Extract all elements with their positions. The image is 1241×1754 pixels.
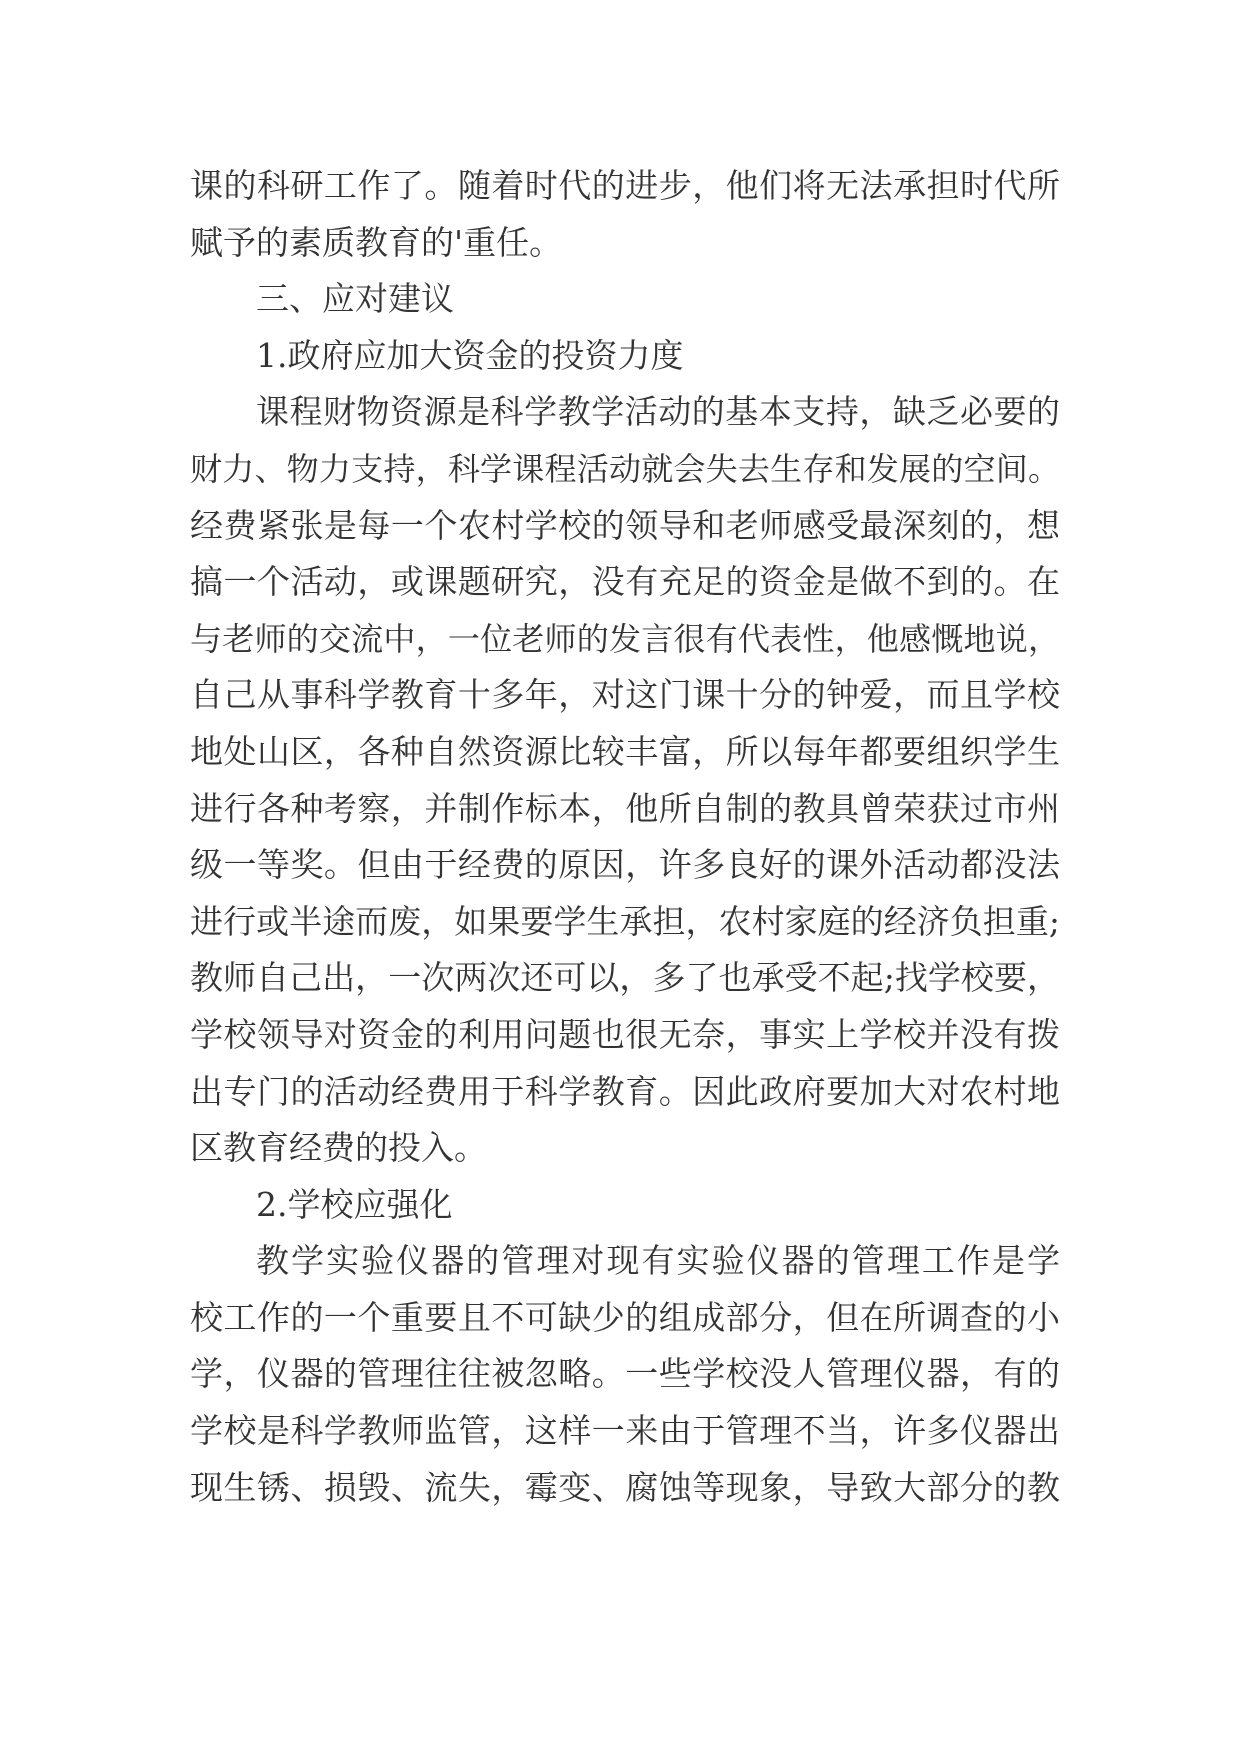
text-line: 进行或半途而废，如果要学生承担，农村家庭的经济负担重; [190,901,1060,941]
paragraph-first-line: 课程财物资源是科学教学活动的基本支持，缺乏必要的 [256,392,1060,432]
text-line: 学，仪器的管理往往被忽略。一些学校没人管理仪器，有的 [190,1354,1060,1394]
text-line: 课的科研工作了。随着时代的进步，他们将无法承担时代所 [190,166,1060,205]
text-line: 学校领导对资金的利用问题也很无奈，事实上学校并没有拨 [190,1014,1060,1054]
text-line: 进行各种考察，并制作标本，他所自制的教具曾荣获过市州 [190,788,1060,828]
subsection-heading: 2.学校应强化 [256,1184,453,1224]
text-line: 校工作的一个重要且不可缺少的组成部分，但在所调查的小 [190,1297,1060,1337]
text-line: 经费紧张是每一个农村学校的领导和老师感受最深刻的，想 [190,505,1060,545]
text-line: 自己从事科学教育十多年，对这门课十分的钟爱，而且学校 [190,675,1060,715]
text-line: 与老师的交流中，一位老师的发言很有代表性，他感慨地说， [190,619,1060,658]
text-line: 出专门的活动经费用于科学教育。因此政府要加大对农村地 [190,1071,1060,1111]
subsection-heading: 1.政府应加大资金的投资力度 [256,335,684,375]
text-line: 财力、物力支持，科学课程活动就会失去生存和发展的空间。 [190,449,1060,488]
paragraph-first-line: 教学实验仪器的管理对现有实验仪器的管理工作是学 [256,1241,1060,1281]
section-heading: 三、应对建议 [256,279,454,319]
document-body [190,158,1060,1516]
text-line: 学校是科学教师监管，这样一来由于管理不当，许多仪器出 [190,1411,1060,1451]
text-line: 现生锈、损毁、流失，霉变、腐蚀等现象，导致大部分的教 [190,1467,1060,1507]
text-line: 级一等奖。但由于经费的原因，许多良好的课外活动都没法 [190,845,1060,885]
text-line: 区教育经费的投入。 [190,1128,487,1168]
text-line: 地处山区，各种自然资源比较丰富，所以每年都要组织学生 [190,731,1060,771]
text-line: 搞一个活动，或课题研究，没有充足的资金是做不到的。在 [190,562,1060,602]
text-line: 赋予的素质教育的'重任。 [190,222,563,262]
text-line: 教师自己出，一次两次还可以，多了也承受不起;找学校要， [190,958,1060,998]
